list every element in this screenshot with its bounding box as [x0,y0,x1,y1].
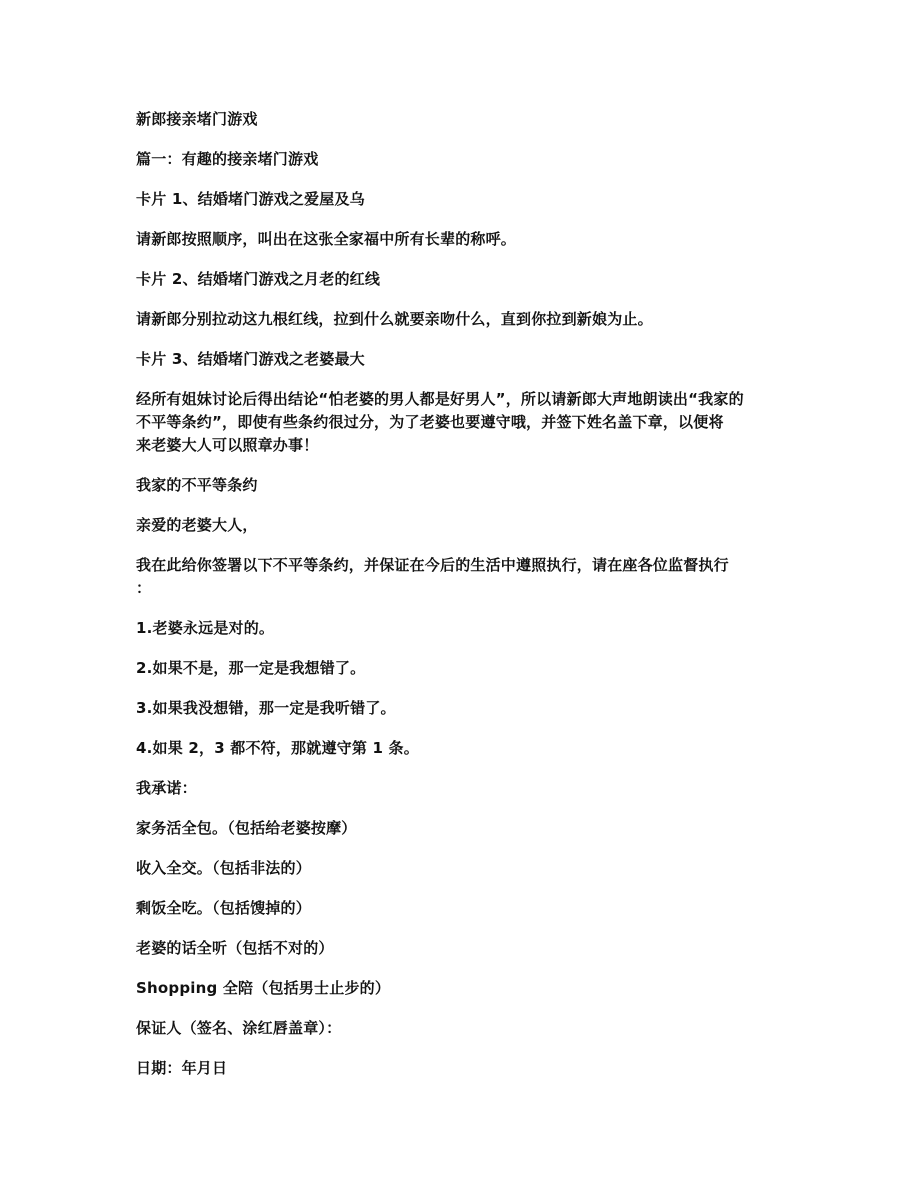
card3-heading: 卡片 3、结婚堵门游戏之老婆最大 [136,350,365,368]
section-heading: 篇一：有趣的接亲堵门游戏 [136,150,319,168]
date-line: 日期：年月日 [136,1059,228,1077]
promise-heading: 我承诺： [136,779,197,797]
card1-heading: 卡片 1、结婚堵门游戏之爱屋及乌 [136,190,365,208]
card3-body-line: 经所有姐妹讨论后得出结论“怕老婆的男人都是好男人”，所以请新郎大声地朗读出“我家的 [136,390,744,408]
treaty-intro-line: 我在此给你签署以下不平等条约，并保证在今后的生活中遵照执行，请在座各位监督执行 [136,556,729,574]
treaty-intro [136,554,796,600]
treaty-title: 我家的不平等条约 [136,476,258,494]
treaty-rule: 2.如果不是，那一定是我想错了。 [136,659,366,677]
promise-item: 收入全交。（包括非法的） [136,859,311,877]
treaty-intro-line: ： [136,579,152,597]
card3-body-line: 不平等条约”，即使有些条约很过分，为了老婆也要遵守哦，并签下姓名盖下章，以便将 [136,413,724,431]
card1-body: 请新郎按照顺序，叫出在这张全家福中所有长辈的称呼。 [136,230,517,248]
card3-body-line: 来老婆大人可以照章办事！ [136,436,319,454]
card2-body: 请新郎分别拉动这九根红线，拉到什么就要亲吻什么，直到你拉到新娘为止。 [136,310,653,328]
document-title: 新郎接亲堵门游戏 [136,110,258,128]
treaty-salutation: 亲爱的老婆大人， [136,516,258,534]
promise-item: 家务活全包。（包括给老婆按摩） [136,819,357,837]
document-content [136,108,796,1080]
card3-body [136,388,796,457]
treaty-rule: 3.如果我没想错，那一定是我听错了。 [136,699,396,717]
guarantor-line: 保证人（签名、涂红唇盖章）： [136,1019,342,1037]
card2-heading: 卡片 2、结婚堵门游戏之月老的红线 [136,270,381,288]
promise-item: 剩饭全吃。（包括馊掉的） [136,899,311,917]
treaty-rule: 4.如果 2，3 都不符，那就遵守第 1 条。 [136,739,419,757]
promise-item: Shopping 全陪（包括男士止步的） [136,979,391,997]
promise-item: 老婆的话全听（包括不对的） [136,939,334,957]
treaty-rule: 1.老婆永远是对的。 [136,619,275,637]
